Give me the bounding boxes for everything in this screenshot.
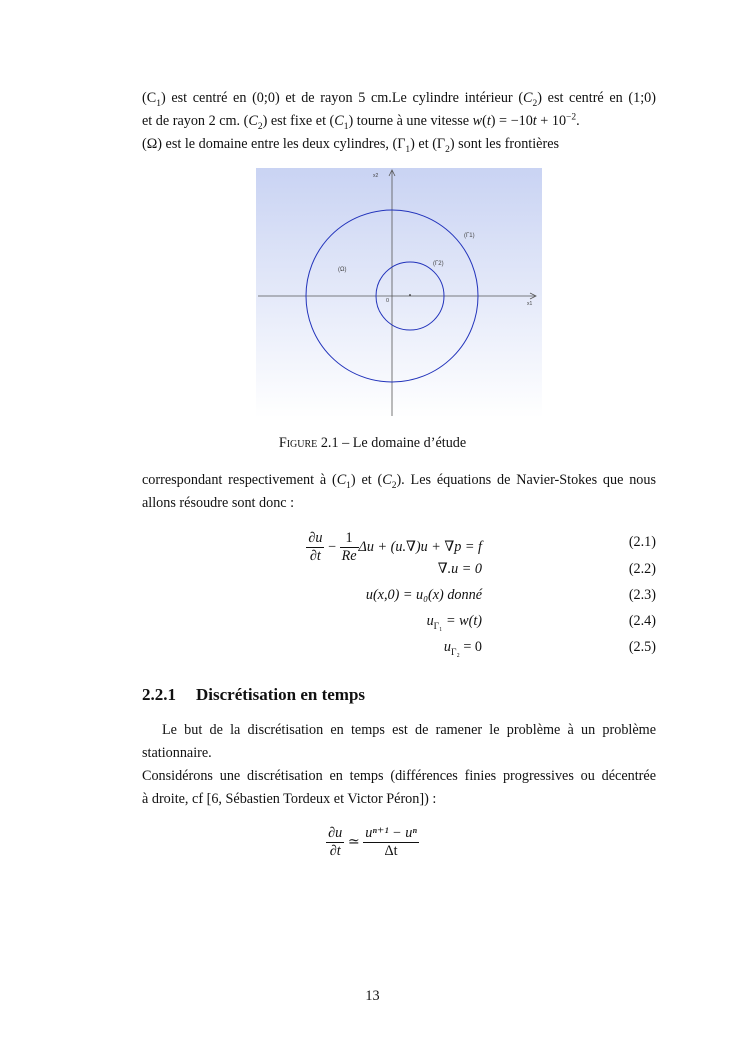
para2-line-2: allons résoudre sont donc : [142,495,295,511]
para3-line-4: à droite, cf [6, Sébastien Tordeux et Victor Péron]) : [142,791,437,807]
para2-line-1: correspondant respectivement à $(C_1)$ et $(C_2)$. Les équations de Navier-Stokes que nous [142,472,656,491]
inner-center-dot [409,294,411,296]
figure-background [256,168,542,418]
section-number: 2.2.1 [142,685,176,704]
para3-line-3: Considérons une discrétisation en temps (différences finies progressives ou décentrée [142,768,656,784]
eq6-fraction-du-dt: $\frac{\partial u}{\partial t}$ [328,825,343,859]
equation-number: (2.2) [628,561,656,577]
domain-figure-svg [256,168,542,418]
intro-line-1: $(C_1)$ est centré en (0;0) et de rayon 5 cm.Le cylindre intérieur $(C_2)$ est centré en (1;0) [142,90,656,109]
domain-figure [256,168,542,418]
equation-number: (2.1) [628,534,656,550]
equation-number: (2.4) [628,613,656,629]
equation-2-2: ∇.u = 0 (2.2) [142,557,656,581]
equation-2-4: $u_{\Gamma_1} = w(t)$ (2.4) [142,609,656,633]
domain-label: (Ω) [338,267,347,273]
eq1-fraction-1-re: $\frac{1}{Re}$ [341,530,357,564]
intro-line-3: (Ω) est le domaine entre les deux cylindres, $(\Gamma_1)$ et $(\Gamma_2)$ sont les frontières [142,136,560,155]
y-axis-label: x2 [373,173,379,179]
equation-2-5: $u_{\Gamma_2} = 0$ (2.5) [142,635,656,659]
para3-line-1: Le but de la discrétisation en temps est de ramener le problème à un problème [162,722,656,738]
inner-boundary-label: (Γ2) [433,261,444,267]
eq1-fraction-du-dt: $\frac{\partial u}{\partial t}$ [308,530,323,564]
equation-number: (2.5) [628,639,656,655]
origin-label: 0 [386,298,390,304]
section-heading [142,684,365,706]
figure-caption: Figure 2.1 – Le domaine d’étude [278,435,467,451]
page-number: 13 [365,988,380,1004]
para3-line-2: stationnaire. [142,745,212,761]
x-axis-label: x1 [527,301,533,307]
equation-discretisation: $\frac{\partial u}{\partial t}$ ≃ $\frac{\text{uⁿ⁺¹ − uⁿ}}{\Delta t}$ [328,825,417,859]
eq6-fraction-difference: $\frac{\text{uⁿ⁺¹ − uⁿ}}{\Delta t}$ [365,825,417,859]
equation-2-3: u(x,0) = u₀(x) donné (2.3) [142,583,656,607]
section-title: Discrétisation en temps [196,685,366,704]
outer-boundary-label: (Γ1) [464,233,475,239]
intro-line-2: et de rayon 2 cm. $(C_2)$ est fixe et $(C_1)$ tourne à une vitesse $w(t) = -10t + 10^{-2}$. [142,112,580,132]
equation-2-1: $\frac{\partial u}{\partial t}$ − $\frac{1}{Re}$ Δu + (u.∇)u + ∇p = f (2.1) [308,530,656,564]
equation-number: (2.3) [628,587,656,603]
